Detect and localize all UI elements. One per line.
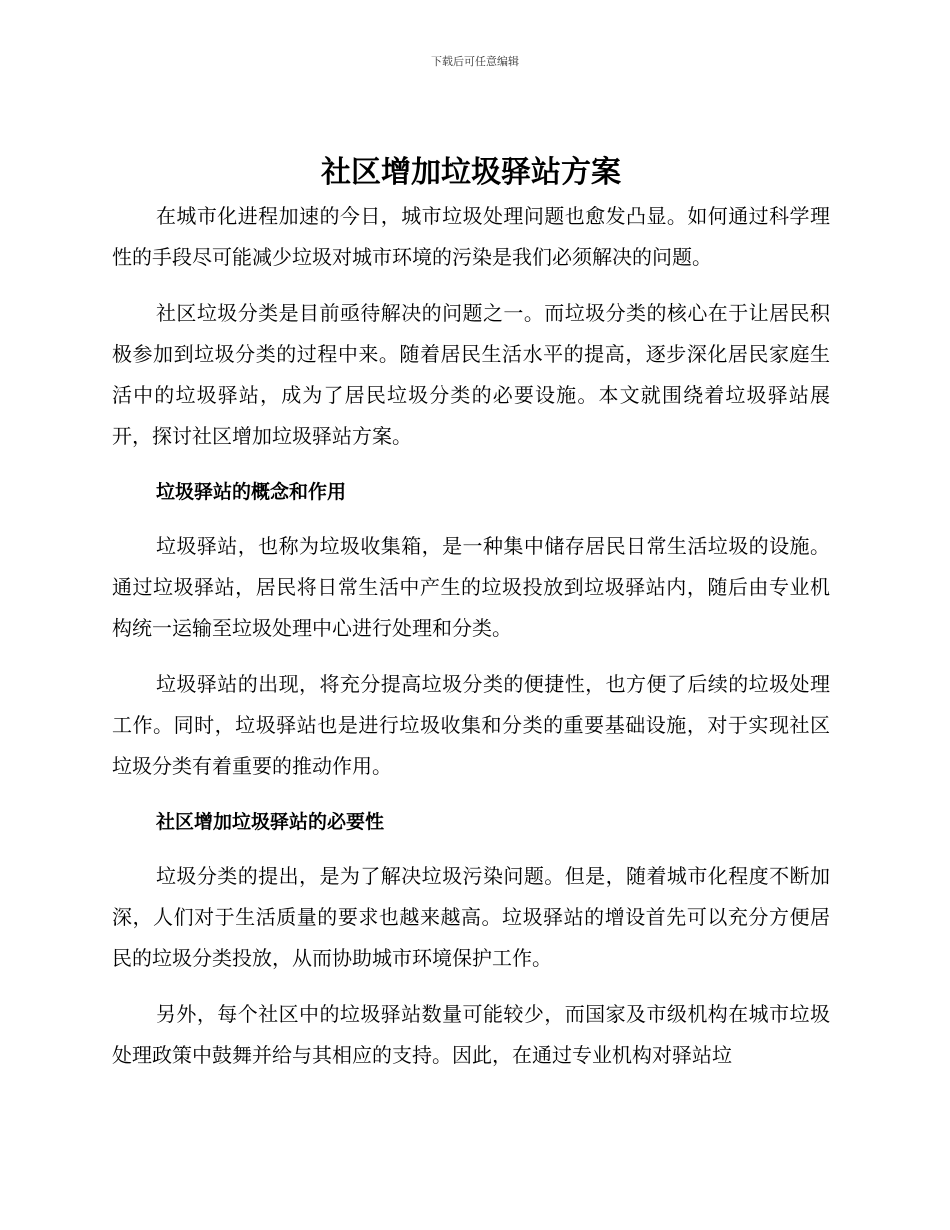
section-heading-necessity: 社区增加垃圾驿站的必要性 (156, 811, 385, 833)
intro-paragraph-1: 在城市化进程加速的今日，城市垃圾处理问题也愈发凸显。如何通过科学理性的手段尽可能减少垃圾对城市环境的污染是我们必须解决的问题。 (112, 204, 830, 269)
page-header: 下载后可任意编辑 (431, 55, 519, 68)
document-body (112, 150, 830, 1091)
section-2-paragraph-1: 垃圾分类的提出，是为了解决垃圾污染问题。但是，随着城市化程度不断加深，人们对于生活质量的要求也越来越高。垃圾驿站的增设首先可以充分方便居民的垃圾分类投放，从而协助城市环境保护工作。 (112, 864, 830, 970)
section-2-paragraph-2: 另外，每个社区中的垃圾驿站数量可能较少，而国家及市级机构在城市垃圾处理政策中鼓舞并给与其相应的支持。因此，在通过专业机构对驿站垃 (112, 1002, 830, 1067)
section-1-paragraph-2: 垃圾驿站的出现，将充分提高垃圾分类的便捷性，也方便了后续的垃圾处理工作。同时，垃圾驿站也是进行垃圾收集和分类的重要基础设施，对于实现社区垃圾分类有着重要的推动作用。 (112, 672, 830, 778)
section-heading-concept: 垃圾驿站的概念和作用 (156, 481, 347, 503)
document-title: 社区增加垃圾驿站方案 (321, 155, 621, 190)
intro-paragraph-2: 社区垃圾分类是目前亟待解决的问题之一。而垃圾分类的核心在于让居民积极参加到垃圾分类的过程中来。随着居民生活水平的提高，逐步深化居民家庭生活中的垃圾驿站，成为了居民垃圾分类的必要设施。本文就围绕着垃圾驿站展开，探讨社区增加垃圾驿站方案。 (112, 301, 830, 448)
section-1-paragraph-1: 垃圾驿站，也称为垃圾收集箱，是一种集中储存居民日常生活垃圾的设施。通过垃圾驿站，居民将日常生活中产生的垃圾投放到垃圾驿站内，随后由专业机构统一运输至垃圾处理中心进行处理和分类。 (112, 534, 830, 640)
